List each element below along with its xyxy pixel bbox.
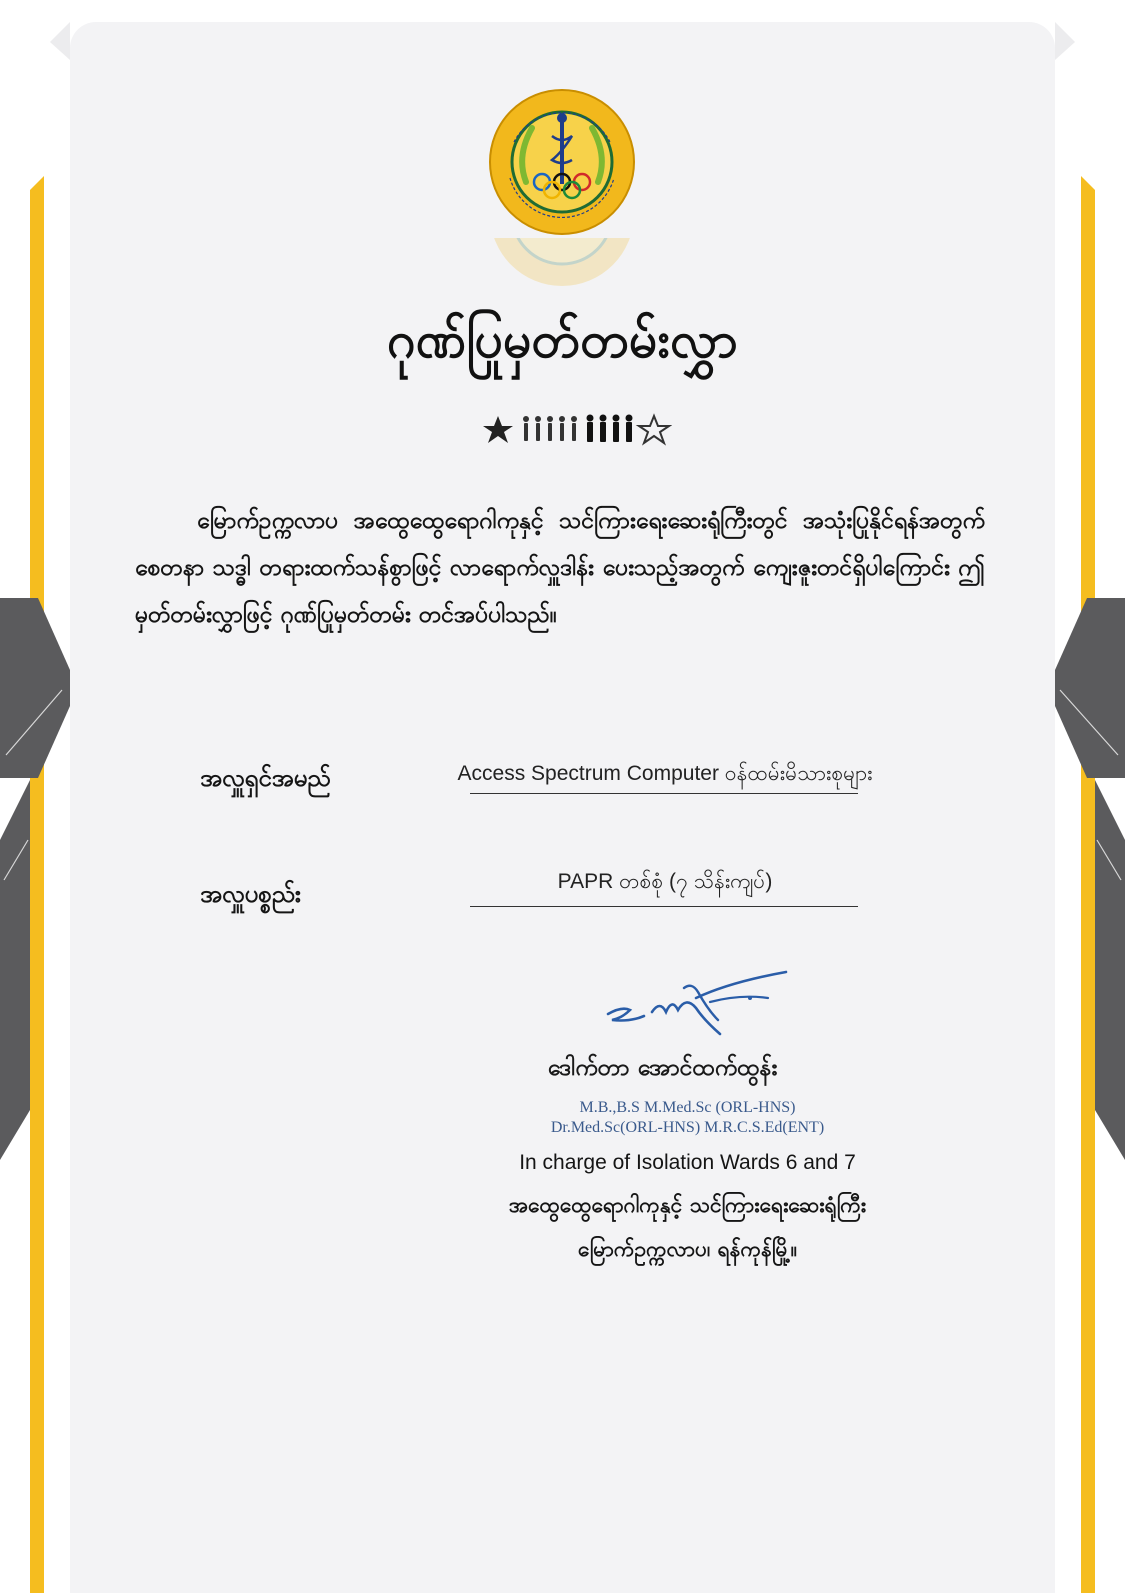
item-label: အလှူပစ္စည်း xyxy=(200,880,302,908)
left-grey-strip xyxy=(0,780,30,1160)
certificate-title: ဂုဏ်ပြုမှတ်တမ်းလွှာ xyxy=(387,311,738,369)
item-underline xyxy=(470,906,858,907)
right-grey-strip xyxy=(1095,780,1125,1160)
signer-name: ဒေါက်တာ အောင်ထက်ထွန်း xyxy=(547,1055,778,1081)
handwritten-signature xyxy=(600,962,795,1044)
signer-qualifications-1: M.B.,B.S M.Med.Sc (ORL-HNS) xyxy=(579,1099,796,1116)
donor-underline xyxy=(470,793,858,794)
left-gold-band xyxy=(30,176,44,1593)
signer-hospital: အထွေထွေရောဂါကုနှင့် သင်ကြားရေးဆေးရုံကြီး xyxy=(508,1193,867,1217)
left-grey-chevron xyxy=(0,598,78,778)
item-value: PAPR တစ်စုံ (၇ သိန်းကျပ်) xyxy=(557,870,773,893)
right-grey-chevron xyxy=(1047,598,1125,778)
donor-value: Access Spectrum Computer ဝန်ထမ်းမိသားစုများ xyxy=(457,762,873,785)
signer-role: In charge of Isolation Wards 6 and 7 xyxy=(519,1151,856,1174)
certificate-body: မြောက်ဥက္ကလာပ အထွေထွေရောဂါကုနှင့် သင်ကြားရေးဆေးရုံကြီးတွင် အသုံးပြုနိုင်ရန်အတွက် စေတနာ သဒ္ဓါ တရားထက်သန်စွာဖြင့် လာရောက်လှူဒါန်း ပေးသည့်အတွက် ကျေးဇူးတင်ရှိပါကြောင်း ဤမှတ်တမ်းလွှာဖြင့် ဂုဏ်ပြုမှတ်တမ်း တင်အပ်ပါသည်။ xyxy=(135,508,985,628)
right-gold-band xyxy=(1081,176,1095,1593)
emblem-reflection xyxy=(486,238,638,290)
ornament-divider xyxy=(482,410,672,450)
ministry-emblem xyxy=(486,86,638,238)
signer-qualifications-2: Dr.Med.Sc(ORL-HNS) M.R.C.S.Ed(ENT) xyxy=(550,1119,825,1136)
signer-location: မြောက်ဥက္ကလာပ၊ ရန်ကုန်မြို့။ xyxy=(577,1237,798,1261)
donor-label: အလှူရှင်အမည် xyxy=(200,764,331,792)
